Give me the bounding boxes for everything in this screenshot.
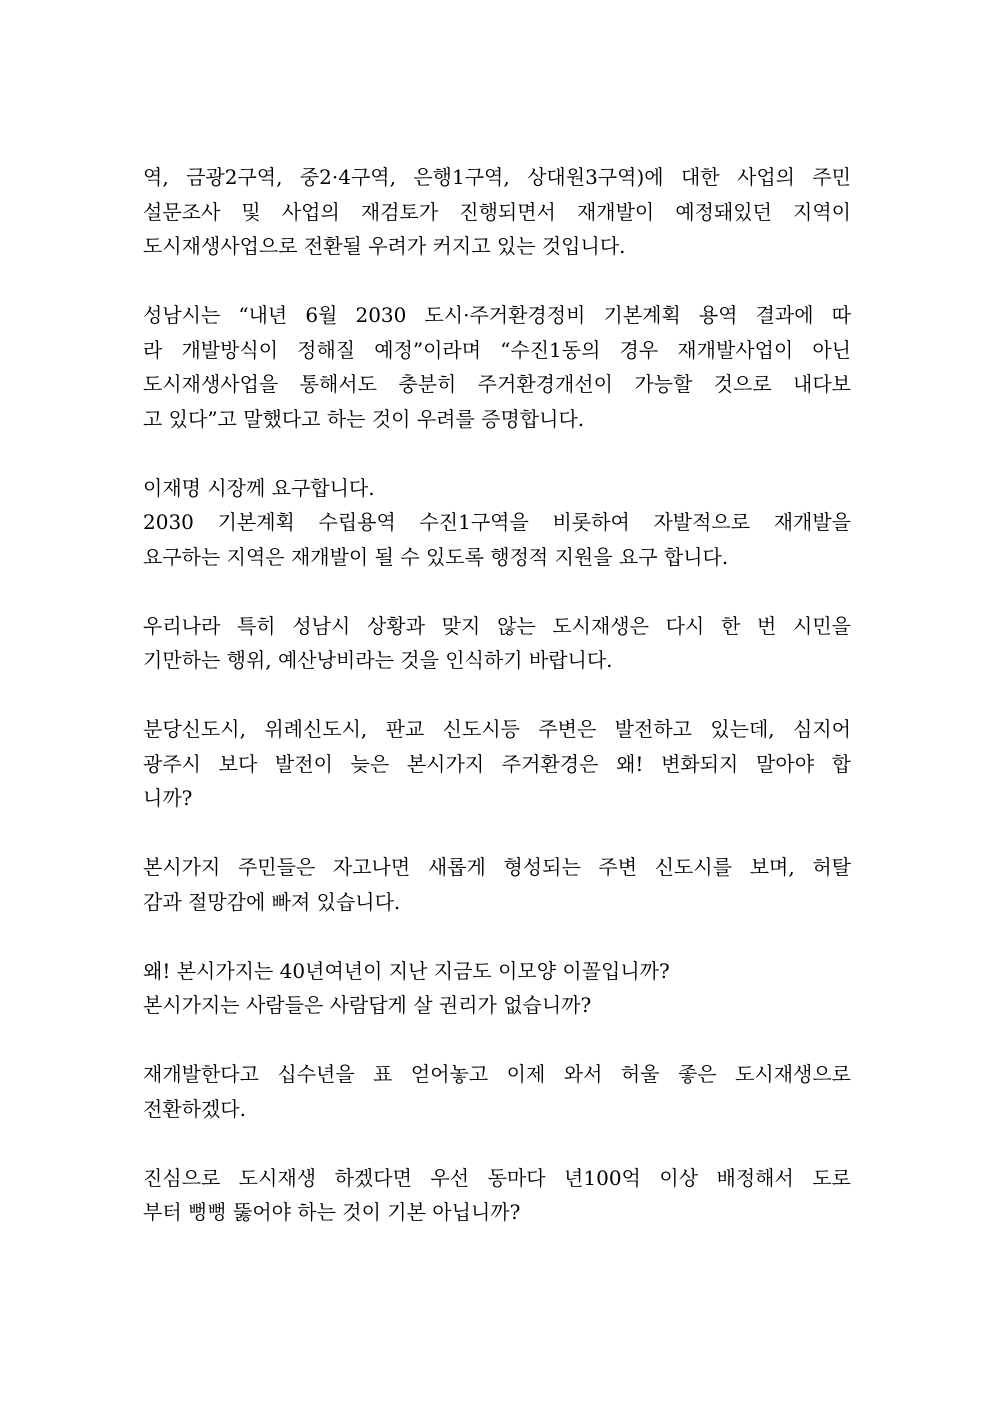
text-line: 2030 기본계획 수립용역 수진1구역을 비롯하여 자발적으로 재개발을 (143, 510, 851, 534)
paragraph-3 (143, 471, 851, 575)
text-line: 왜! 본시가지는 40년여년이 지난 지금도 이모양 이꼴입니까? (143, 958, 670, 983)
text-line: 고 있다”고 말했다고 하는 것이 우려를 증명합니다. (143, 406, 585, 431)
text-line: 니까? (143, 786, 193, 810)
paragraph-1 (143, 160, 851, 264)
paragraph-5 (143, 712, 851, 816)
text-line: 진심으로 도시재생 하겠다면 우선 동마다 년100억 이상 배정해서 도로 (143, 1165, 851, 1190)
text-line: 라 개발방식이 정해질 예정”이라며 “수진1동의 경우 재개발사업이 아닌 (143, 337, 851, 362)
text-line: 성남시는 “내년 6월 2030 도시·주거환경정비 기본계획 용역 결과에 따 (143, 303, 851, 327)
text-line: 재개발한다고 십수년을 표 얻어놓고 이제 와서 허울 좋은 도시재생으로 (143, 1062, 851, 1086)
paragraph-4 (143, 609, 851, 678)
text-line: 본시가지는 사람들은 사람답게 살 권리가 없습니까? (143, 993, 592, 1017)
text-line: 부터 뻥뻥 뚫어야 하는 것이 기본 아닙니까? (143, 1200, 521, 1224)
text-line: 역, 금광2구역, 중2·4구역, 은행1구역, 상대원3구역)에 대한 사업의 주민 (143, 165, 851, 189)
text-line: 본시가지 주민들은 자고나면 새롭게 형성되는 주변 신도시를 보며, 허탈 (143, 855, 851, 879)
text-line: 설문조사 및 사업의 재검토가 진행되면서 재개발이 예정돼있던 지역이 (143, 199, 852, 224)
paragraph-7 (143, 954, 851, 1023)
text-line: 이재명 시장께 요구합니다. (143, 475, 375, 500)
paragraph-9 (143, 1161, 851, 1230)
text-line: 감과 절망감에 빠져 있습니다. (143, 889, 401, 914)
text-line: 분당신도시, 위례신도시, 판교 신도시등 주변은 발전하고 있는데, 심지어 (143, 717, 851, 741)
text-line: 우리나라 특히 성남시 상황과 맞지 않는 도시재생은 다시 한 번 시민을 (143, 613, 851, 638)
text-line: 기만하는 행위, 예산낭비라는 것을 인식하기 바랍니다. (143, 648, 613, 672)
paragraph-6 (143, 850, 851, 919)
paragraph-2 (143, 298, 851, 436)
document-body (143, 160, 851, 1264)
paragraph-8 (143, 1057, 851, 1126)
text-line: 도시재생사업을 통해서도 충분히 주거환경개선이 가능할 것으로 내다보 (143, 372, 851, 396)
text-line: 광주시 보다 발전이 늦은 본시가지 주거환경은 왜! 변화되지 말아야 합 (143, 751, 851, 776)
text-line: 요구하는 지역은 재개발이 될 수 있도록 행정적 지원을 요구 합니다. (143, 544, 729, 569)
text-line: 전환하겠다. (143, 1096, 246, 1121)
text-line: 도시재생사업으로 전환될 우려가 커지고 있는 것입니다. (143, 234, 626, 258)
